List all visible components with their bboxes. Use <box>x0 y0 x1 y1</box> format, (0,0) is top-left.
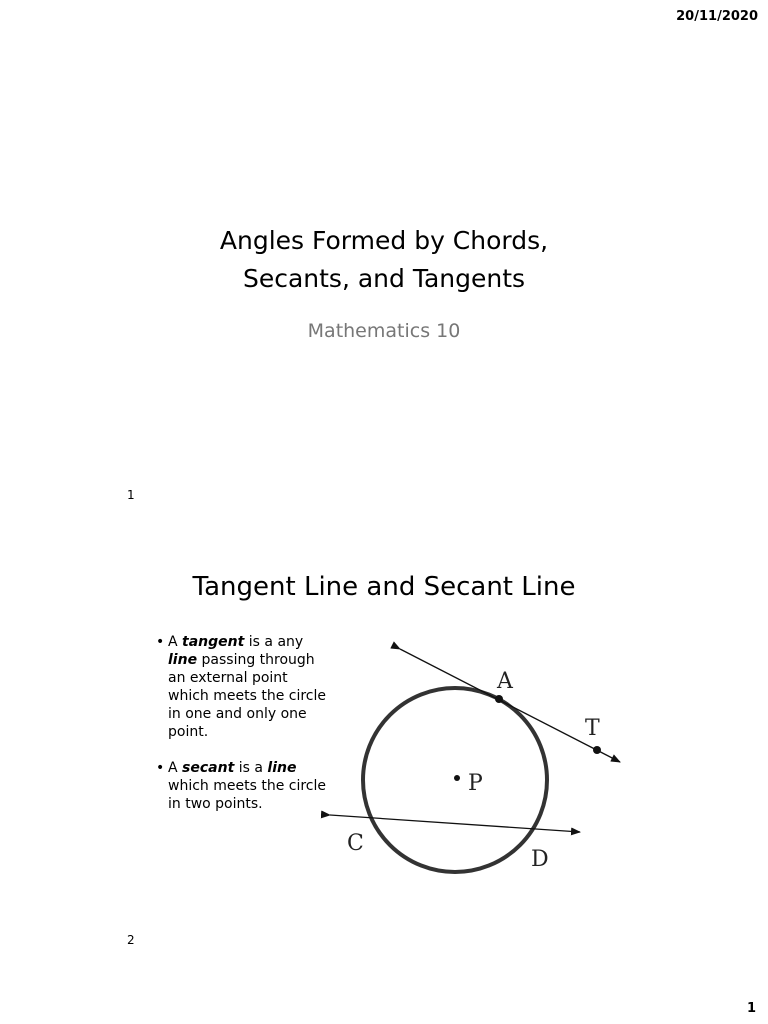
label-d: D <box>531 847 549 872</box>
label-c: C <box>347 831 364 856</box>
page-number: 1 <box>746 1001 756 1016</box>
point-t-dot <box>593 746 601 754</box>
slide2-title: Tangent Line and Secant Line <box>192 572 576 602</box>
secant-line <box>330 815 580 832</box>
bullet-secant-definition: • A secant is a line which meets the circle in two points. <box>148 759 326 813</box>
bullet-tangent-definition: • A tangent is a any line passing through an external point which meets the circle in one and only one point. <box>148 633 326 741</box>
header-date: 20/11/2020 <box>676 9 758 24</box>
slide1-number: 1 <box>127 488 135 502</box>
slide2-number: 2 <box>127 933 135 947</box>
slide2-bullet-list <box>148 633 326 831</box>
label-a: A <box>497 669 513 694</box>
slide1-title <box>0 222 768 298</box>
slide1-title-line1: Angles Formed by Chords, <box>219 226 549 255</box>
label-t: T <box>585 716 600 741</box>
slide1-subtitle: Mathematics 10 <box>307 320 461 342</box>
tangent-line <box>400 649 620 762</box>
point-p-dot <box>454 775 460 781</box>
slide1-title-line2: Secants, and Tangents <box>242 264 526 293</box>
circle-tangent-secant-diagram <box>320 632 630 877</box>
point-a-dot <box>495 695 503 703</box>
label-p: P <box>468 771 483 796</box>
